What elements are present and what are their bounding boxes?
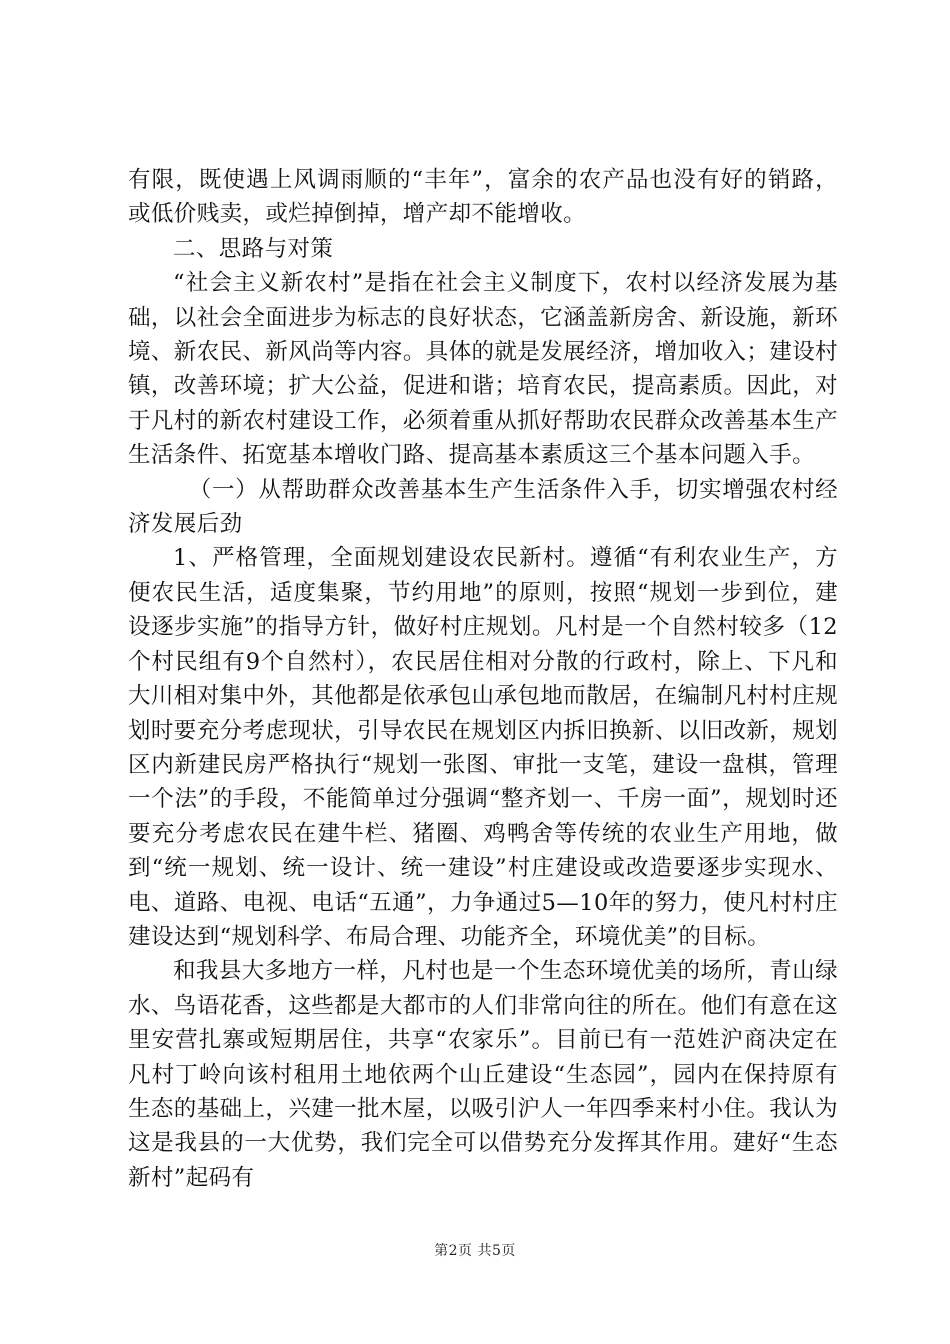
paragraph-definition: “社会主义新农村”是指在社会主义制度下，农村以经济发展为基础，以社会全面进步为标志的良好状态，它涵盖新房舍、新设施，新环境、新农民、新风尚等内容。具体的就是发展经济，增加收入；建设村镇，改善环境；扩大公益，促进和谐；培育农民，提高素质。因此，对于凡村的新农村建设工作，必须着重从抓好帮助农民群众改善基本生产生活条件、拓宽基本增收门路、提高基本素质这三个基本问题入手。: [128, 270, 838, 469]
paragraph-ecology: 和我县大多地方一样，凡村也是一个生态环境优美的场所，青山绿水、鸟语花香，这些都是大都市的人们非常向往的所在。他们有意在这里安营扎寨或短期居住，共享“农家乐”。目前已有一范姓沪商决定在凡村丁岭向该村租用土地依两个山丘建设“生态园”，园内在保持原有生态的基础上，兴建一批木屋，以吸引沪人一年四季来村小住。我认为这是我县的一大优势，我们完全可以借势充分发挥其作用。建好“生态新村”起码有: [128, 958, 838, 1191]
document-body: [128, 163, 838, 1195]
page-footer: 第2页 共5页: [434, 1243, 516, 1259]
section-heading: 二、思路与对策: [173, 235, 334, 262]
paragraph-continuation: 有限，既使遇上风调雨顺的“丰年”，富余的农产品也没有好的销路，或低价贱卖，或烂掉倒掉，增产却不能增收。: [128, 167, 838, 228]
subsection-heading: （一）从帮助群众改善基本生产生活条件入手，切实增强农村经济发展后劲: [128, 476, 838, 538]
paragraph-planning: 1、严格管理，全面规划建设农民新村。遵循“有利农业生产，方便农民生活，适度集聚，节约用地”的原则，按照“规划一步到位，建设逐步实施”的指导方针，做好村庄规划。凡村是一个自然村较多（12个村民组有9个自然村），农民居住相对分散的行政村，除上、下凡和大川相对集中外，其他都是依承包山承包地而散居，在编制凡村村庄规划时要充分考虑现状，引导农民在规划区内拆旧换新、以旧改新，规划区内新建民房严格执行“规划一张图、审批一支笔，建设一盘棋，管理一个法”的手段，不能简单过分强调“整齐划一、千房一面”，规划时还要充分考虑农民在建牛栏、猪圈、鸡鸭舍等传统的农业生产用地，做到“统一规划、统一设计、统一建设”村庄建设或改造要逐步实现水、电、道路、电视、电话“五通”，力争通过5—10年的努力，使凡村村庄建设达到“规划科学、布局合理、功能齐全，环境优美”的目标。: [128, 545, 838, 950]
